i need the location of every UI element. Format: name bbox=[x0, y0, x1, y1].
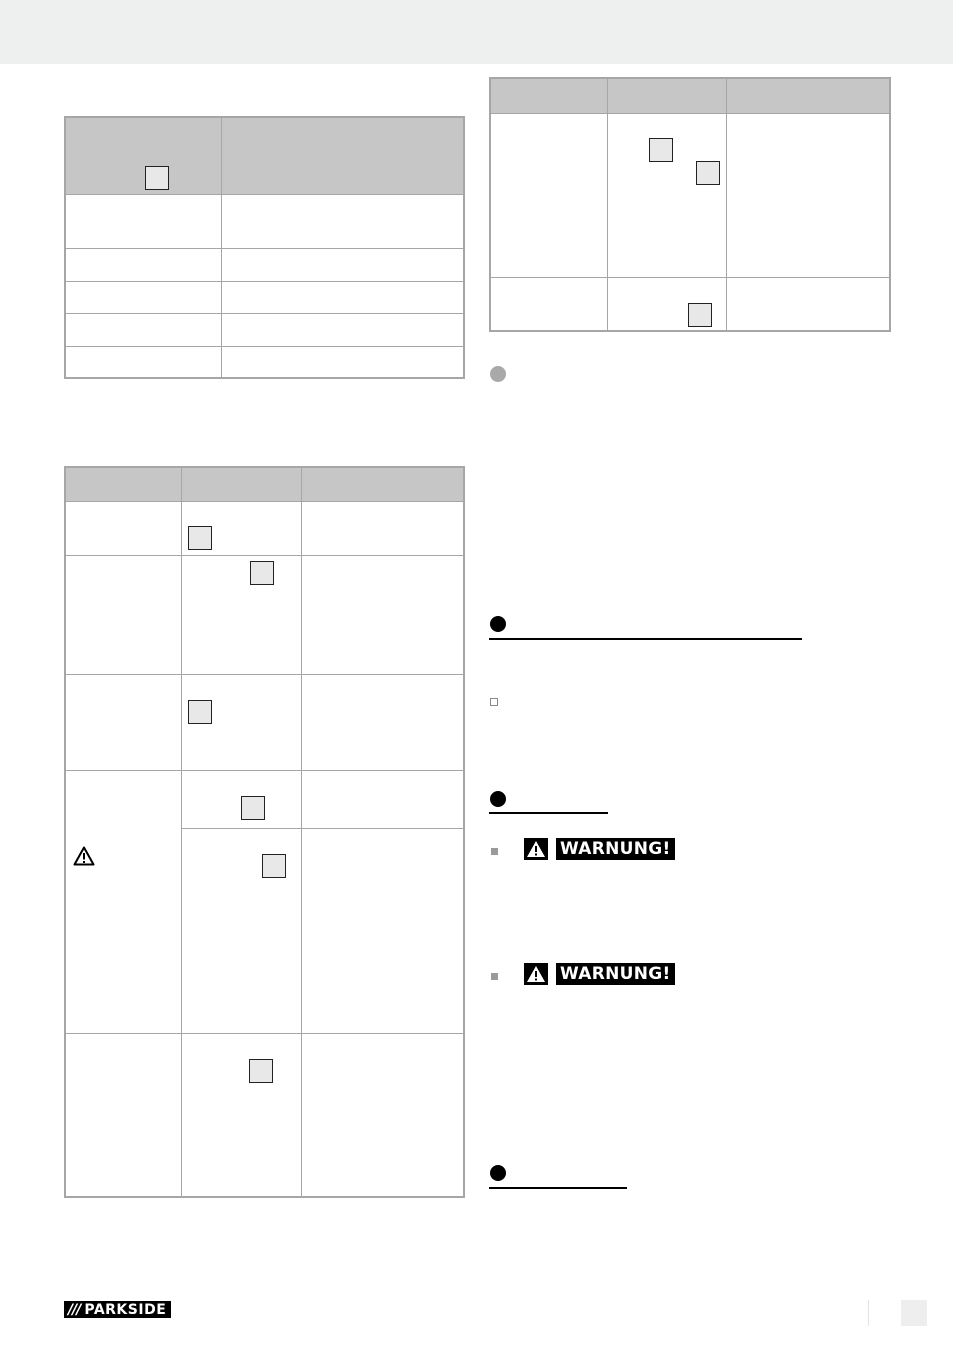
spec-table-1 bbox=[64, 116, 465, 379]
section-bullet-icon bbox=[490, 616, 506, 632]
section-heading-underline bbox=[489, 638, 802, 640]
section-heading-underline bbox=[489, 812, 608, 814]
list-bullet-icon bbox=[491, 973, 498, 980]
table-cell bbox=[65, 313, 221, 346]
table-cell bbox=[181, 828, 301, 1033]
warning-badge bbox=[524, 963, 675, 985]
table-cell bbox=[181, 555, 301, 674]
troubleshooting-table-continued bbox=[489, 77, 891, 332]
section-bullet-icon bbox=[490, 791, 506, 807]
reference-number-box bbox=[145, 166, 169, 190]
reference-number-box bbox=[188, 526, 212, 550]
troubleshooting-header-col-3 bbox=[301, 467, 464, 501]
logo-slashes: /// bbox=[68, 1301, 81, 1318]
spec-table-1-header-col-1 bbox=[65, 117, 221, 194]
continued-header-col-3 bbox=[726, 78, 890, 113]
table-cell bbox=[301, 828, 464, 1033]
table-cell bbox=[221, 313, 464, 346]
table-cell bbox=[301, 555, 464, 674]
table-cell bbox=[490, 113, 607, 277]
table-cell bbox=[301, 1033, 464, 1197]
warning-badge bbox=[524, 838, 675, 860]
table-cell bbox=[65, 1033, 181, 1197]
table-cell bbox=[181, 674, 301, 770]
reference-number-box bbox=[249, 1059, 273, 1083]
warning-label: WARNUNG! bbox=[556, 963, 675, 985]
table-cell bbox=[301, 501, 464, 555]
table-cell-warning bbox=[65, 770, 181, 1033]
reference-number-box bbox=[262, 854, 286, 878]
footer-divider bbox=[868, 1300, 869, 1326]
table-cell bbox=[607, 113, 726, 277]
checkbox-bullet-icon bbox=[490, 698, 498, 706]
reference-number-box bbox=[241, 796, 265, 820]
logo-text: PARKSIDE bbox=[84, 1301, 167, 1318]
continued-header-col-2 bbox=[607, 78, 726, 113]
warning-triangle-icon bbox=[524, 838, 548, 860]
table-cell bbox=[726, 277, 890, 331]
table-cell bbox=[181, 501, 301, 555]
table-cell bbox=[490, 277, 607, 331]
table-cell bbox=[301, 770, 464, 828]
table-cell bbox=[65, 346, 221, 378]
note-bullet-icon bbox=[490, 366, 506, 382]
warning-triangle-icon bbox=[73, 846, 95, 866]
table-cell bbox=[181, 770, 301, 828]
table-cell bbox=[181, 1033, 301, 1197]
reference-number-box bbox=[688, 303, 712, 327]
troubleshooting-header-col-1 bbox=[65, 467, 181, 501]
table-cell bbox=[65, 555, 181, 674]
reference-number-box bbox=[188, 700, 212, 724]
section-heading-underline bbox=[489, 1187, 627, 1189]
parkside-logo bbox=[64, 1301, 171, 1318]
page-header-band bbox=[0, 0, 953, 64]
warning-label: WARNUNG! bbox=[556, 838, 675, 860]
reference-number-box bbox=[649, 138, 673, 162]
page-number-box bbox=[901, 1300, 927, 1326]
warning-triangle-icon bbox=[524, 963, 548, 985]
troubleshooting-header-col-2 bbox=[181, 467, 301, 501]
table-cell bbox=[221, 248, 464, 281]
reference-number-box bbox=[696, 161, 720, 185]
section-bullet-icon bbox=[490, 1165, 506, 1181]
spec-table-1-header-col-2 bbox=[221, 117, 464, 194]
table-cell bbox=[65, 501, 181, 555]
table-cell bbox=[726, 113, 890, 277]
table-cell bbox=[221, 346, 464, 378]
table-cell bbox=[301, 674, 464, 770]
continued-header-col-1 bbox=[490, 78, 607, 113]
troubleshooting-table bbox=[64, 466, 465, 1198]
table-cell bbox=[65, 674, 181, 770]
table-cell bbox=[65, 281, 221, 313]
list-bullet-icon bbox=[491, 848, 498, 855]
table-cell bbox=[221, 281, 464, 313]
table-cell bbox=[65, 248, 221, 281]
reference-number-box bbox=[250, 561, 274, 585]
table-cell bbox=[607, 277, 726, 331]
table-cell bbox=[221, 194, 464, 248]
table-cell bbox=[65, 194, 221, 248]
